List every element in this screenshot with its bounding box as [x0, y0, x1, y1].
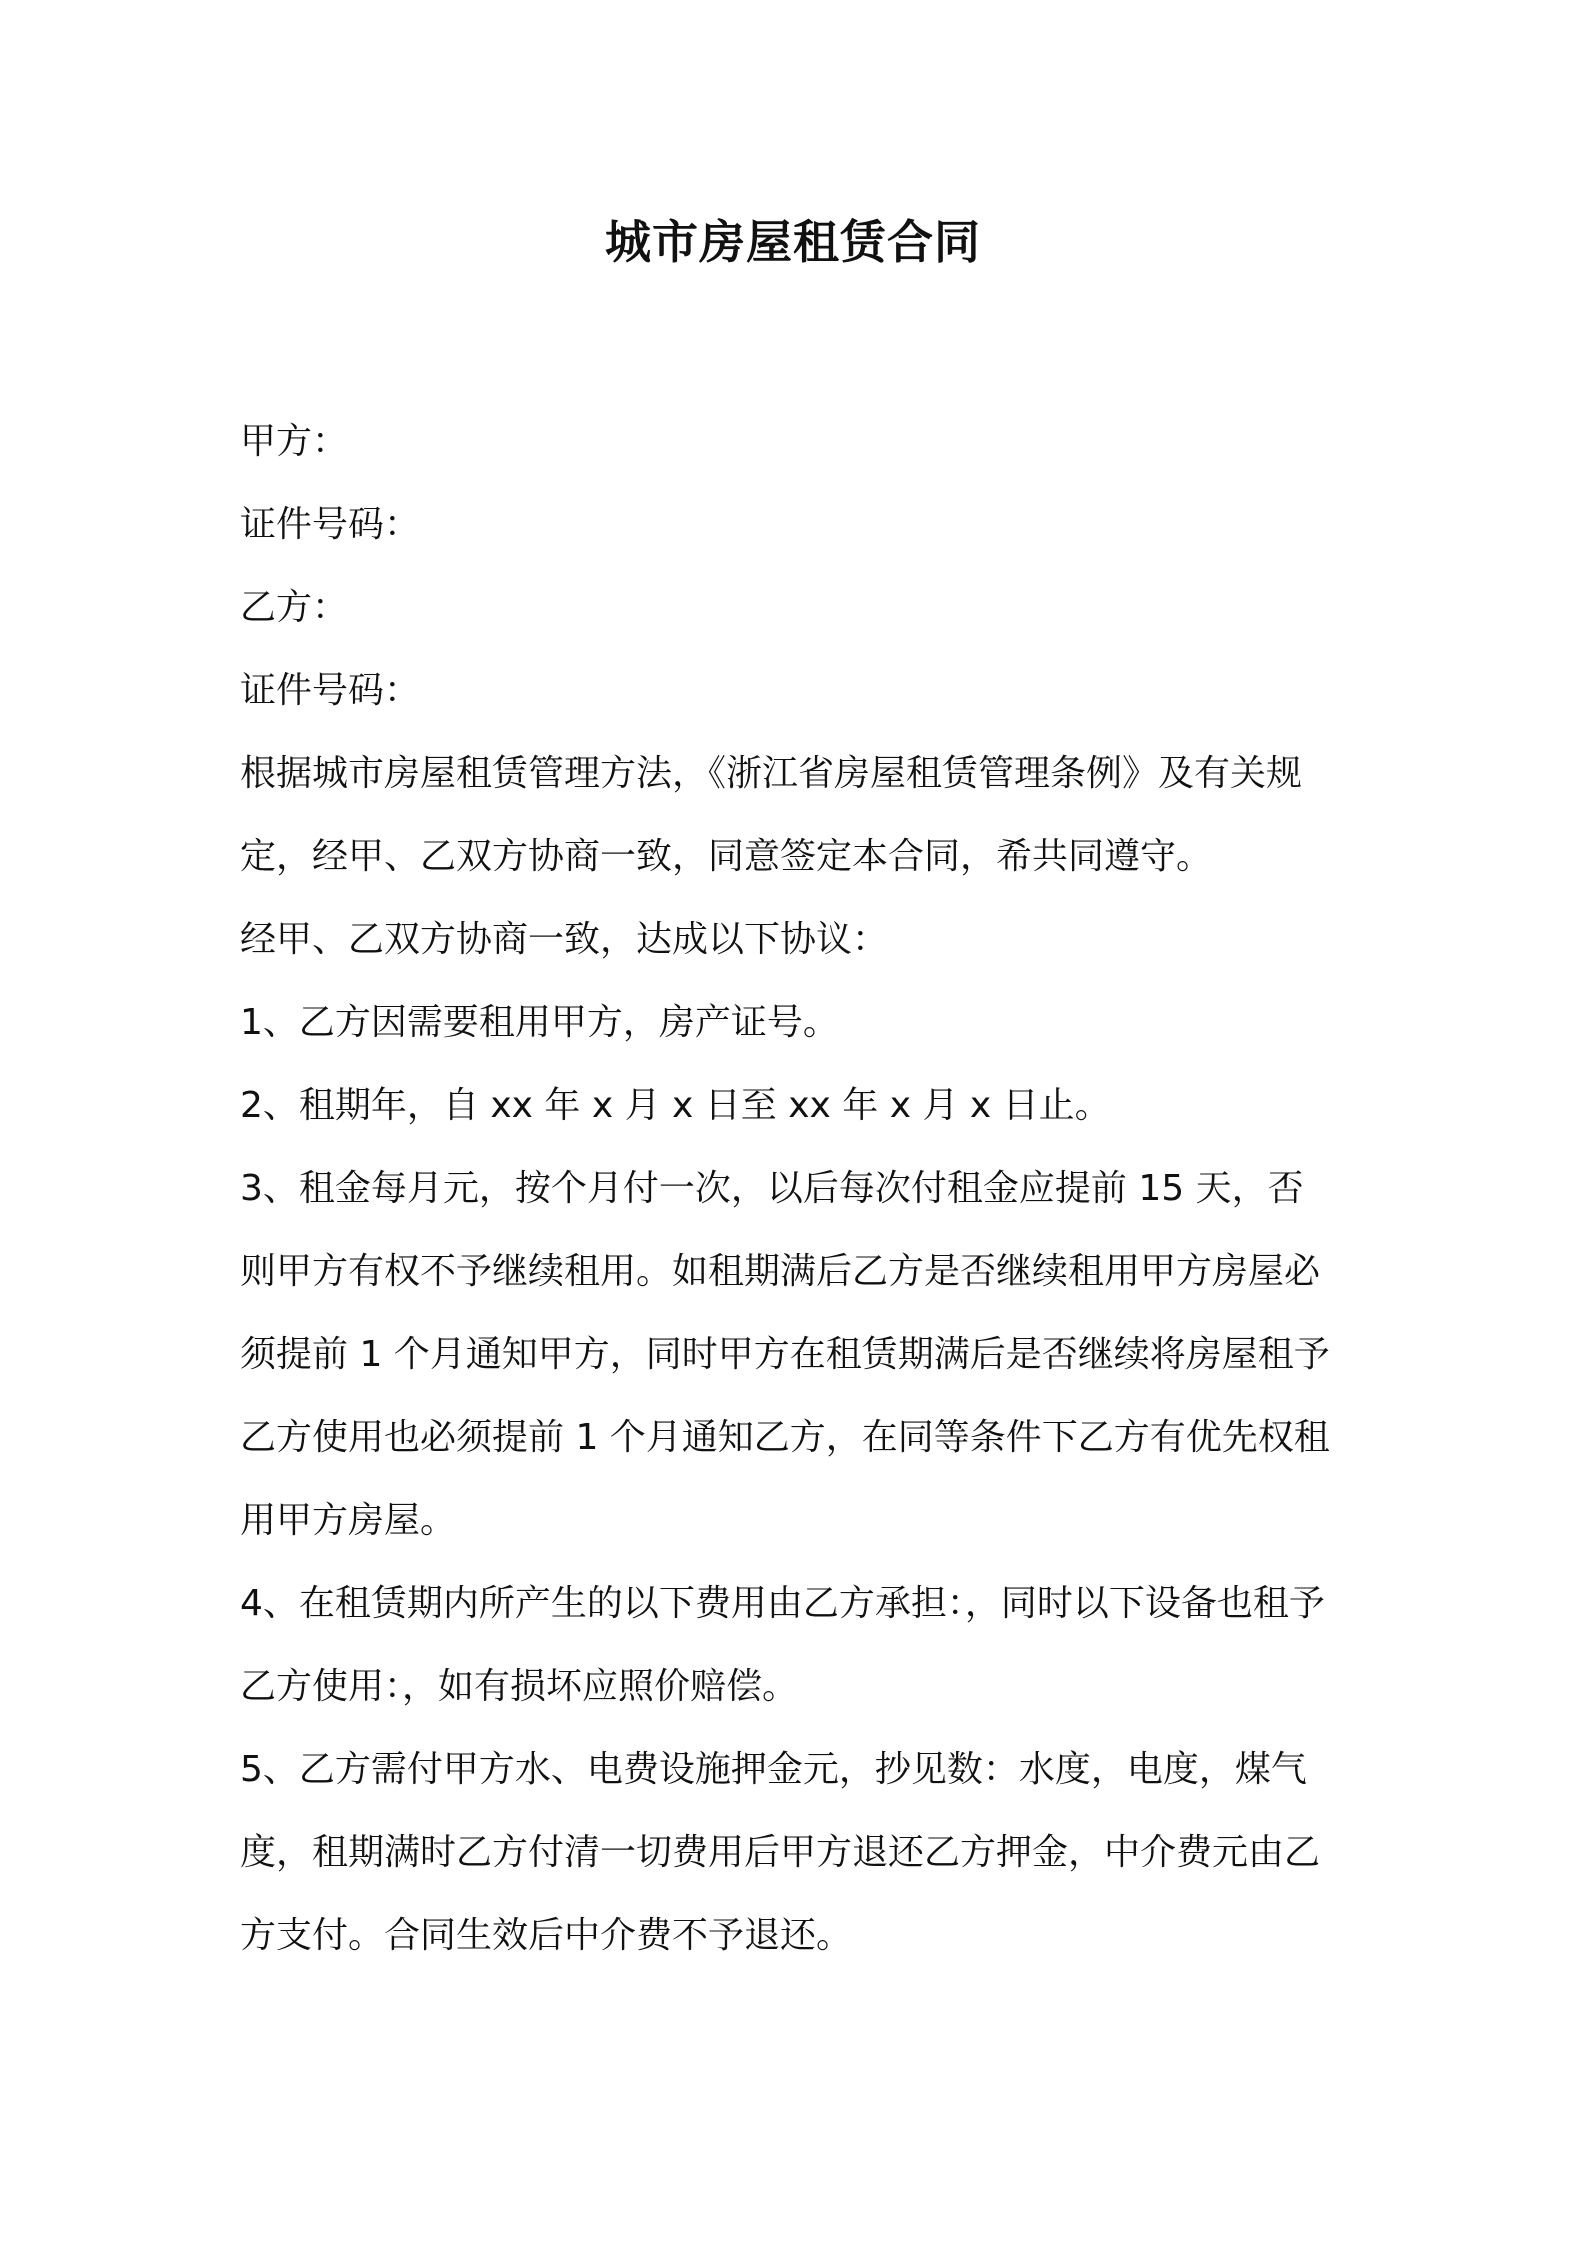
party-b-id-line: 证件号码：	[240, 670, 421, 711]
preamble-line: 根据城市房屋租赁管理方法，《浙江省房屋租赁管理条例》及有关规	[240, 753, 1303, 794]
clause-3-line: 须提前 1 个月通知甲方，同时甲方在租赁期满后是否继续将房屋租予	[240, 1334, 1330, 1375]
clause-5-line: 度，租期满时乙方付清一切费用后甲方退还乙方押金，中介费元由乙	[240, 1832, 1321, 1873]
document-body	[240, 400, 1360, 1977]
clause-1-line: 1、乙方因需要租用甲方，房产证号。	[240, 1002, 839, 1043]
clause-3-line: 用甲方房屋。	[240, 1500, 457, 1541]
party-a-line: 甲方：	[240, 421, 349, 462]
clause-4-line: 乙方使用：，如有损坏应照价赔偿。	[240, 1666, 799, 1707]
party-a-id-line: 证件号码：	[240, 504, 421, 545]
party-b-line: 乙方：	[240, 587, 349, 628]
clause-5-line: 方支付。合同生效后中介费不予退还。	[240, 1915, 853, 1956]
clause-3-line: 乙方使用也必须提前 1 个月通知乙方，在同等条件下乙方有优先权租	[240, 1417, 1330, 1458]
document-title: 城市房屋租赁合同	[605, 215, 981, 269]
clause-5-line: 5、乙方需付甲方水、电费设施押金元，抄见数：水度，电度，煤气	[240, 1749, 1307, 1790]
clause-3-line: 3、租金每月元，按个月付一次，以后每次付租金应提前 15 天，否	[240, 1168, 1304, 1209]
preamble-line: 定，经甲、乙双方协商一致，同意签定本合同，希共同遵守。	[240, 836, 1213, 877]
clause-3-line: 则甲方有权不予继续租用。如租期满后乙方是否继续租用甲方房屋必	[240, 1251, 1321, 1292]
clause-4-line: 4、在租赁期内所产生的以下费用由乙方承担：，同时以下设备也租予	[240, 1583, 1325, 1624]
agreement-intro-line: 经甲、乙双方协商一致，达成以下协议：	[240, 919, 889, 960]
clause-2-line: 2、租期年，自 xx 年 x 月 x 日至 xx 年 x 月 x 日止。	[240, 1085, 1111, 1126]
